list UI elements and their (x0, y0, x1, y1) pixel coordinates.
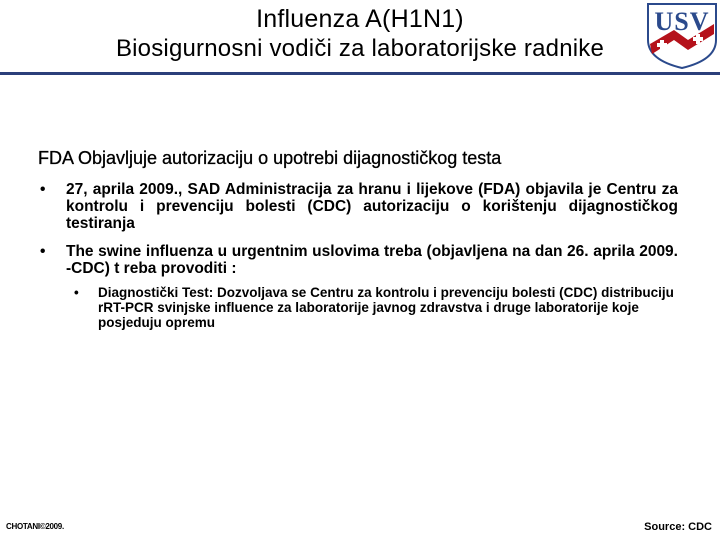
bullet-list (38, 181, 678, 330)
content-heading: FDA Objavljuje autorizaciju o upotrebi dijagnostičkog testa (38, 148, 502, 168)
bullet-icon: • (74, 285, 79, 300)
sub-bullet-text: Diagnostički Test: Dozvoljava se Centru za kontrolu i prevenciju bolesti (CDC) distribuciju rRT-PCR svinjske influence za laboratorije javnog zdravstva i druge laboratorije koje posjeduju opremu (98, 285, 674, 330)
slide-content (38, 148, 678, 341)
sub-bullet-item (66, 285, 678, 330)
bullet-item (38, 243, 678, 330)
title-line-2: Biosigurnosni vodiči za laboratorijske radnike (115, 35, 605, 62)
slide-title (0, 4, 720, 64)
bullet-item (38, 181, 678, 232)
copyright-footer: CHOTANI©2009. (6, 522, 64, 531)
bullet-icon: • (40, 243, 46, 260)
title-divider (0, 72, 720, 75)
university-logo (644, 0, 720, 70)
source-footer: Source: CDC (644, 521, 712, 533)
bullet-text: The swine influenza u urgentnim uslovima treba (objavljena na dan 26. aprila 2009. -CDC) t reba provoditi : (66, 243, 678, 277)
bullet-icon: • (40, 181, 46, 198)
title-line-1: Influenza A(H1N1) (256, 5, 464, 33)
bullet-text: 27, aprila 2009., SAD Administracija za hranu i lijekove (FDA) objavila je Centru za kontrolu i prevenciju bolesti (CDC) autorizaciju o korištenju dijagnostičkog testiranja (66, 181, 678, 232)
sub-bullet-list (66, 285, 678, 330)
logo-text: USV (654, 7, 710, 36)
